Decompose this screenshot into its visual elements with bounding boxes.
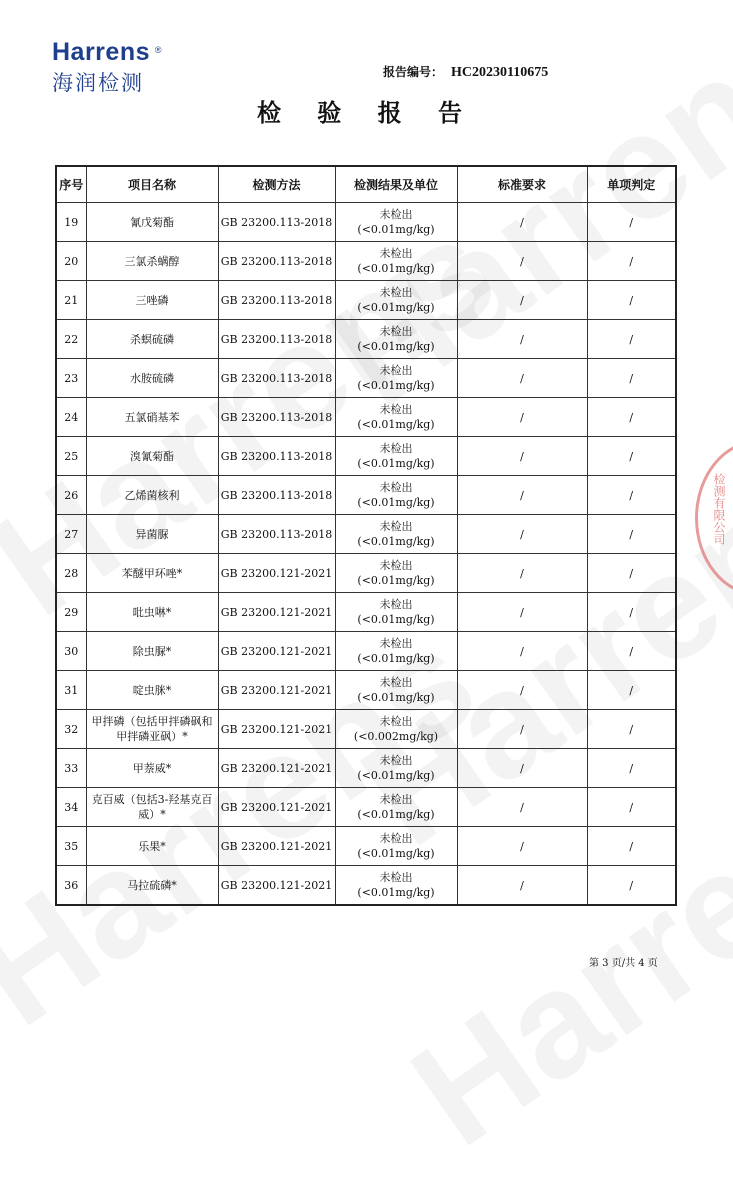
standard-requirement: / (457, 242, 587, 281)
col-header-no: 序号 (56, 166, 86, 203)
test-method: GB 23200.121-2021 (218, 827, 335, 866)
table-row (56, 788, 676, 827)
item-judgement: / (587, 281, 676, 320)
item-judgement: / (587, 788, 676, 827)
row-no: 20 (56, 242, 86, 281)
item-judgement: / (587, 476, 676, 515)
test-result (335, 281, 457, 320)
result-value: 未检出 (379, 871, 413, 884)
detection-limit: (<0.002mg/kg) (353, 730, 439, 743)
test-method: GB 23200.113-2018 (218, 320, 335, 359)
item-name: 水胺硫磷 (86, 359, 218, 398)
standard-requirement: / (457, 632, 587, 671)
test-method: GB 23200.113-2018 (218, 359, 335, 398)
row-no: 32 (56, 710, 86, 749)
detection-limit: (<0.01mg/kg) (357, 379, 435, 392)
report-number (383, 63, 548, 81)
detection-limit: (<0.01mg/kg) (357, 847, 435, 860)
test-result (335, 710, 457, 749)
table-row (56, 203, 676, 242)
standard-requirement: / (457, 437, 587, 476)
item-name: 杀螟硫磷 (86, 320, 218, 359)
result-value: 未检出 (379, 559, 413, 572)
row-no: 23 (56, 359, 86, 398)
test-result (335, 632, 457, 671)
test-result (335, 788, 457, 827)
page-title: 检 验 报 告 (256, 99, 477, 127)
logo-cn-text: 海润检测 (52, 72, 144, 95)
test-result (335, 671, 457, 710)
standard-requirement: / (457, 671, 587, 710)
table-row (56, 554, 676, 593)
company-logo (52, 38, 162, 97)
table-row (56, 242, 676, 281)
item-name: 异菌脲 (86, 515, 218, 554)
test-method: GB 23200.113-2018 (218, 281, 335, 320)
row-no: 24 (56, 398, 86, 437)
detection-limit: (<0.01mg/kg) (357, 301, 435, 314)
table-row (56, 515, 676, 554)
item-judgement: / (587, 242, 676, 281)
detection-limit: (<0.01mg/kg) (357, 340, 435, 353)
row-no: 28 (56, 554, 86, 593)
item-judgement: / (587, 398, 676, 437)
item-judgement: / (587, 593, 676, 632)
test-result (335, 593, 457, 632)
item-name: 乐果* (86, 827, 218, 866)
company-seal (695, 440, 733, 596)
detection-limit: (<0.01mg/kg) (357, 262, 435, 275)
test-result (335, 398, 457, 437)
detection-limit: (<0.01mg/kg) (357, 574, 435, 587)
row-no: 26 (56, 476, 86, 515)
table-row (56, 320, 676, 359)
result-value: 未检出 (379, 793, 413, 806)
item-judgement: / (587, 749, 676, 788)
col-header-result: 检测结果及单位 (335, 166, 457, 203)
col-header-judgement: 单项判定 (587, 166, 676, 203)
test-result (335, 359, 457, 398)
result-value: 未检出 (379, 520, 413, 533)
detection-limit: (<0.01mg/kg) (357, 808, 435, 821)
row-no: 36 (56, 866, 86, 906)
table-row (56, 866, 676, 906)
item-name: 克百威（包括3-羟基克百威）* (86, 788, 218, 827)
test-result (335, 554, 457, 593)
result-value: 未检出 (379, 832, 413, 845)
item-judgement: / (587, 515, 676, 554)
result-value: 未检出 (379, 715, 413, 728)
test-method: GB 23200.121-2021 (218, 788, 335, 827)
test-method: GB 23200.113-2018 (218, 398, 335, 437)
row-no: 33 (56, 749, 86, 788)
table-row (56, 827, 676, 866)
row-no: 35 (56, 827, 86, 866)
table-row (56, 710, 676, 749)
table-row (56, 398, 676, 437)
registered-mark: ® (154, 45, 162, 55)
test-method: GB 23200.121-2021 (218, 593, 335, 632)
standard-requirement: / (457, 866, 587, 906)
result-value: 未检出 (379, 598, 413, 611)
item-judgement: / (587, 437, 676, 476)
standard-requirement: / (457, 476, 587, 515)
seal-text: 检测有限公司 (712, 473, 726, 545)
table-row (56, 437, 676, 476)
item-judgement: / (587, 710, 676, 749)
test-method: GB 23200.113-2018 (218, 242, 335, 281)
result-value: 未检出 (379, 364, 413, 377)
standard-requirement: / (457, 749, 587, 788)
test-method: GB 23200.121-2021 (218, 632, 335, 671)
result-value: 未检出 (379, 247, 413, 260)
row-no: 25 (56, 437, 86, 476)
item-judgement: / (587, 320, 676, 359)
item-name: 乙烯菌核利 (86, 476, 218, 515)
test-result (335, 203, 457, 242)
test-method: GB 23200.121-2021 (218, 710, 335, 749)
standard-requirement: / (457, 398, 587, 437)
item-name: 三唑磷 (86, 281, 218, 320)
result-value: 未检出 (379, 676, 413, 689)
detection-limit: (<0.01mg/kg) (357, 496, 435, 509)
report-number-label: 报告编号： (383, 65, 444, 79)
standard-requirement: / (457, 827, 587, 866)
test-result (335, 437, 457, 476)
standard-requirement: / (457, 320, 587, 359)
item-name: 甲萘威* (86, 749, 218, 788)
standard-requirement: / (457, 281, 587, 320)
result-value: 未检出 (379, 325, 413, 338)
detection-limit: (<0.01mg/kg) (357, 457, 435, 470)
col-header-method: 检测方法 (218, 166, 335, 203)
detection-limit: (<0.01mg/kg) (357, 886, 435, 899)
row-no: 30 (56, 632, 86, 671)
col-header-standard: 标准要求 (457, 166, 587, 203)
test-method: GB 23200.113-2018 (218, 437, 335, 476)
result-value: 未检出 (379, 637, 413, 650)
results-table (55, 165, 677, 906)
row-no: 29 (56, 593, 86, 632)
item-name: 除虫脲* (86, 632, 218, 671)
test-result (335, 320, 457, 359)
item-name: 甲拌磷（包括甲拌磷砜和甲拌磷亚砜）* (86, 710, 218, 749)
table-row (56, 593, 676, 632)
report-number-value: HC20230110675 (451, 65, 549, 80)
detection-limit: (<0.01mg/kg) (357, 691, 435, 704)
table-row (56, 749, 676, 788)
logo-wordmark (52, 38, 162, 66)
logo-en-text: Harrens (52, 38, 150, 66)
table-row (56, 671, 676, 710)
row-no: 27 (56, 515, 86, 554)
detection-limit: (<0.01mg/kg) (357, 652, 435, 665)
item-judgement: / (587, 866, 676, 906)
standard-requirement: / (457, 554, 587, 593)
test-method: GB 23200.121-2021 (218, 866, 335, 906)
detection-limit: (<0.01mg/kg) (357, 769, 435, 782)
col-header-name: 项目名称 (86, 166, 218, 203)
standard-requirement: / (457, 710, 587, 749)
result-value: 未检出 (379, 481, 413, 494)
test-result (335, 749, 457, 788)
result-value: 未检出 (379, 286, 413, 299)
item-judgement: / (587, 203, 676, 242)
table-row (56, 632, 676, 671)
item-name: 五氯硝基苯 (86, 398, 218, 437)
test-result (335, 476, 457, 515)
item-name: 啶虫脒* (86, 671, 218, 710)
standard-requirement: / (457, 593, 587, 632)
row-no: 19 (56, 203, 86, 242)
test-result (335, 827, 457, 866)
standard-requirement: / (457, 515, 587, 554)
table-header-row (56, 166, 676, 203)
item-name: 氰戊菊酯 (86, 203, 218, 242)
item-name: 三氯杀螨醇 (86, 242, 218, 281)
result-value: 未检出 (379, 208, 413, 221)
result-value: 未检出 (379, 754, 413, 767)
result-value: 未检出 (379, 403, 413, 416)
detection-limit: (<0.01mg/kg) (357, 535, 435, 548)
item-judgement: / (587, 827, 676, 866)
detection-limit: (<0.01mg/kg) (357, 418, 435, 431)
row-no: 22 (56, 320, 86, 359)
detection-limit: (<0.01mg/kg) (357, 613, 435, 626)
table-row (56, 476, 676, 515)
page-number: 第 3 页/共 4 页 (589, 958, 658, 969)
item-judgement: / (587, 671, 676, 710)
item-name: 马拉硫磷* (86, 866, 218, 906)
item-name: 吡虫啉* (86, 593, 218, 632)
item-name: 溴氰菊酯 (86, 437, 218, 476)
result-value: 未检出 (379, 442, 413, 455)
standard-requirement: / (457, 203, 587, 242)
table-row (56, 359, 676, 398)
test-method: GB 23200.113-2018 (218, 515, 335, 554)
row-no: 34 (56, 788, 86, 827)
test-result (335, 242, 457, 281)
test-method: GB 23200.121-2021 (218, 554, 335, 593)
test-method: GB 23200.121-2021 (218, 671, 335, 710)
row-no: 21 (56, 281, 86, 320)
detection-limit: (<0.01mg/kg) (357, 223, 435, 236)
standard-requirement: / (457, 788, 587, 827)
item-judgement: / (587, 554, 676, 593)
test-method: GB 23200.113-2018 (218, 476, 335, 515)
standard-requirement: / (457, 359, 587, 398)
test-result (335, 866, 457, 906)
test-method: GB 23200.113-2018 (218, 203, 335, 242)
item-judgement: / (587, 359, 676, 398)
test-result (335, 515, 457, 554)
item-name: 苯醚甲环唑* (86, 554, 218, 593)
row-no: 31 (56, 671, 86, 710)
table-row (56, 281, 676, 320)
test-method: GB 23200.121-2021 (218, 749, 335, 788)
item-judgement: / (587, 632, 676, 671)
